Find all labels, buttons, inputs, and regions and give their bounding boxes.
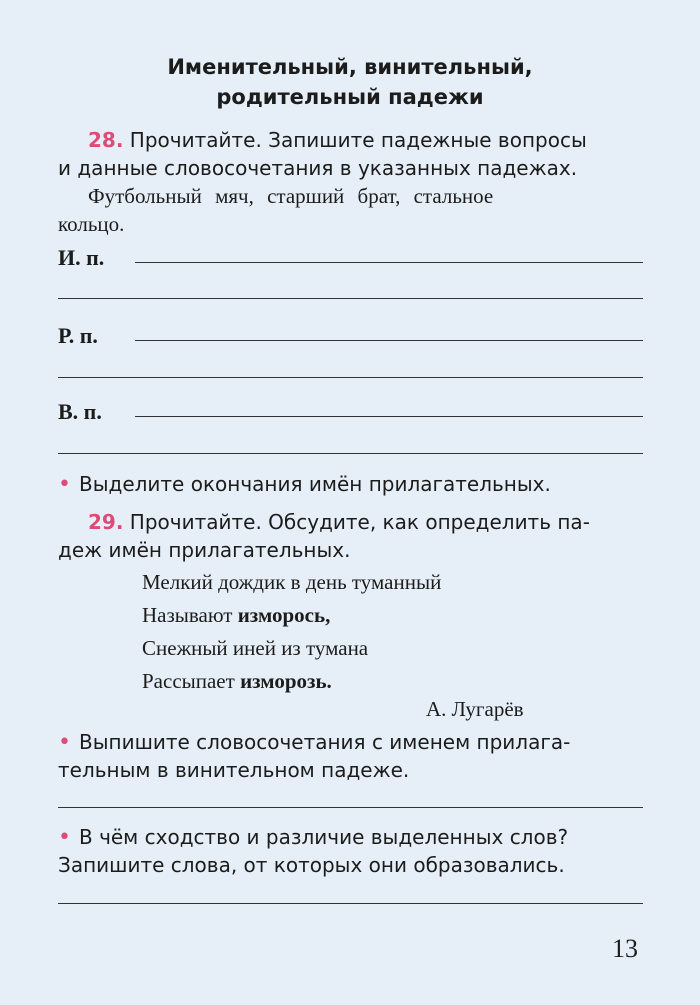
pink-bullet-icon: • [58, 730, 71, 755]
poem-line-1: Мелкий дождик в день туманный [142, 570, 442, 594]
case-label-accusative: В. п. [58, 399, 102, 424]
pink-bullet-icon: • [58, 472, 71, 497]
writing-line[interactable] [58, 807, 643, 808]
section-title-line-1: Именительный, винительный, [167, 55, 533, 79]
poem [142, 566, 441, 698]
exercise-28-task-text: Выделите окончания имён прилагательных. [78, 472, 551, 496]
poem-line-4-text: Рассыпает [142, 669, 241, 693]
writing-line[interactable] [135, 340, 643, 341]
exercise-29-number: 29. [88, 510, 124, 534]
writing-line[interactable] [58, 298, 643, 299]
poem-line-2 [142, 599, 441, 632]
writing-line[interactable] [58, 377, 643, 378]
exercise-29-instruction-line-1 [88, 508, 590, 536]
poem-line-4 [142, 665, 441, 698]
highlighted-word-izmoros: изморось, [237, 603, 331, 627]
exercise-29-task-1-text: Выпишите словосочетания с именем прилага- [78, 730, 571, 754]
exercise-28-number: 28. [88, 128, 124, 152]
exercise-28-instruction-line-2: и данные словосочетания в указанных падежах. [58, 156, 578, 180]
pink-bullet-icon: • [58, 825, 71, 850]
poem-line-2-text: Называют [142, 603, 238, 627]
writing-line[interactable] [58, 903, 643, 904]
exercise-29-instruction-line-2: деж имён прилагательных. [58, 538, 351, 562]
poem-line-3: Снежный иней из тумана [142, 636, 369, 660]
exercise-29-task-1-line-2: тельным в винительном падеже. [58, 758, 410, 782]
exercise-28-instruction-line-1 [88, 126, 587, 154]
exercise-28-phrases-line-2: кольцо. [58, 212, 125, 236]
writing-line[interactable] [135, 416, 643, 417]
case-label-genitive: Р. п. [58, 323, 98, 348]
exercise-29-task-2-line-1 [58, 823, 568, 852]
exercise-28-instruction-text: Прочитайте. Запишите падежные вопросы [129, 128, 587, 152]
writing-line[interactable] [58, 453, 643, 454]
case-label-nominative: И. п. [58, 245, 105, 270]
poem-author: А. Лугарёв [426, 697, 524, 721]
exercise-29-task-1-line-1 [58, 728, 570, 757]
exercise-29-task-2-line-2: Запишите слова, от которых они образовались. [58, 853, 565, 877]
section-title-line-2: родительный падежи [216, 85, 484, 109]
page-number: 13 [612, 934, 638, 963]
highlighted-word-izmoroz: изморозь. [240, 669, 332, 693]
exercise-28-phrases-line-1: Футбольный мяч, старший брат, стальное [88, 184, 494, 208]
exercise-28-task [58, 470, 551, 499]
exercise-29-instruction-text: Прочитайте. Обсудите, как определить па- [129, 510, 590, 534]
writing-line[interactable] [135, 262, 643, 263]
exercise-29-task-2-text: В чём сходство и различие выделенных слов? [78, 825, 569, 849]
